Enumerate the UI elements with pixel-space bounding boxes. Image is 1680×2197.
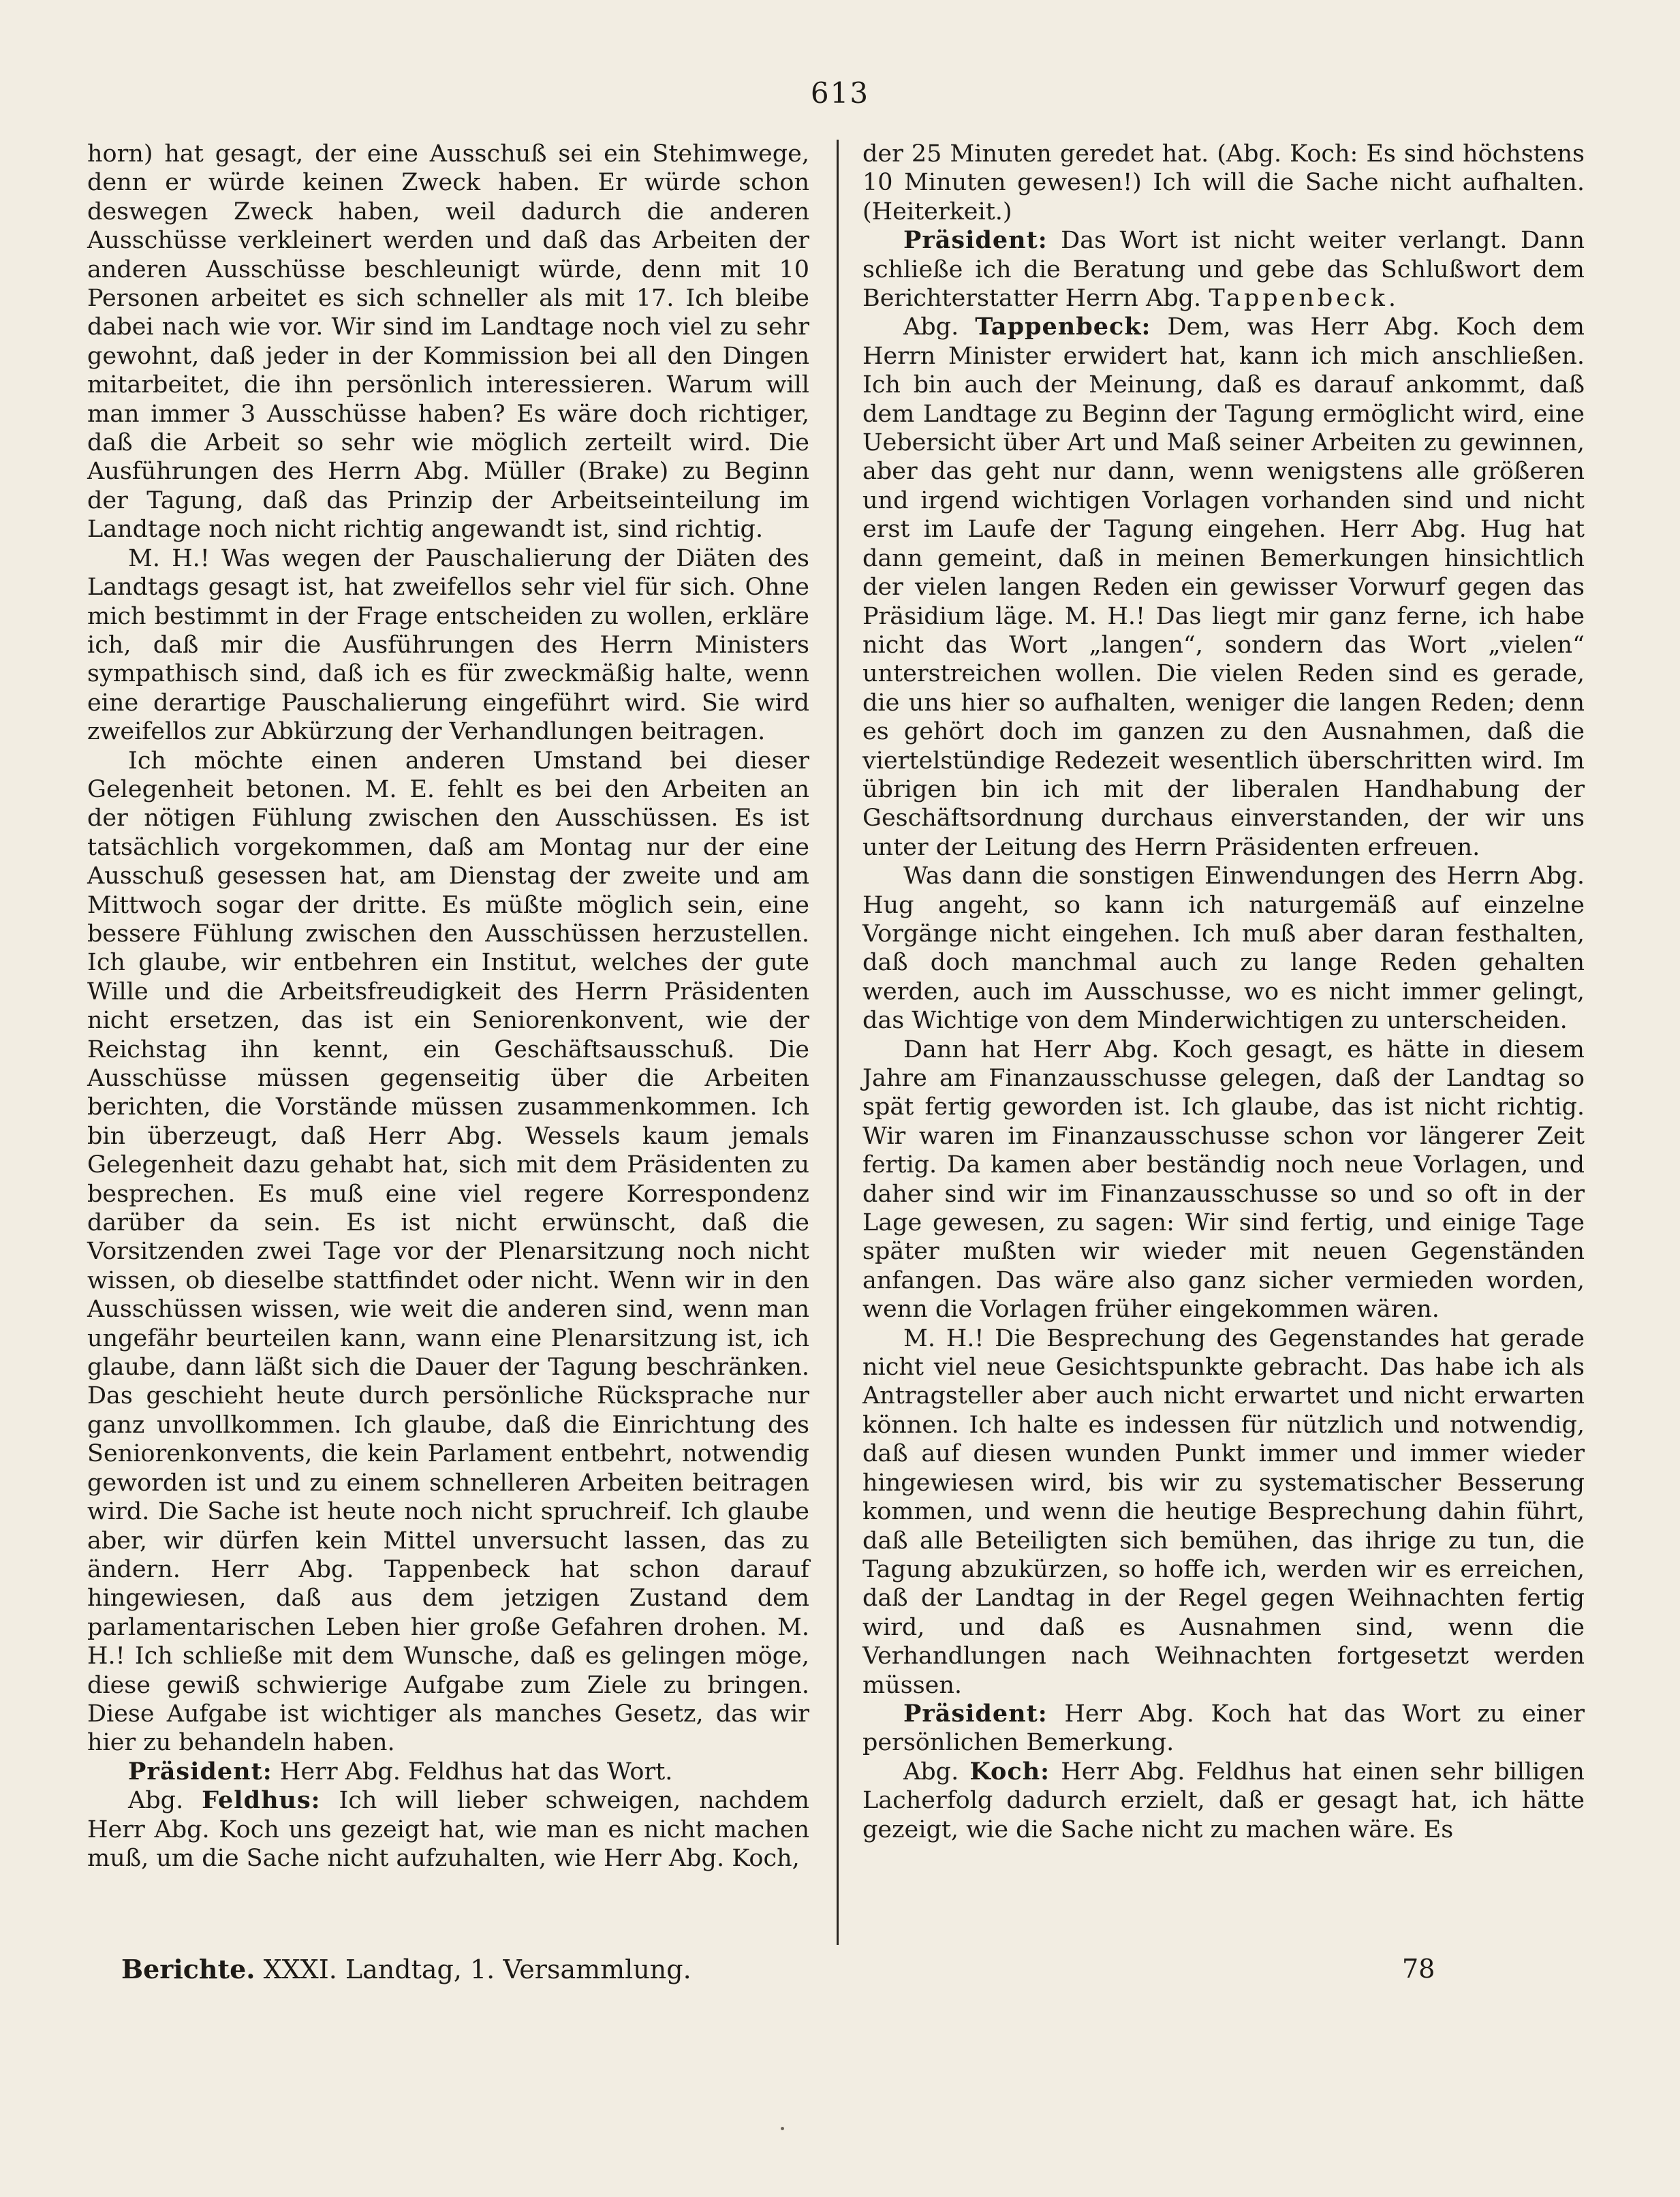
speaker-paragraph bbox=[87, 1758, 809, 1786]
speech-text: Herr Abg. Koch hat das Wort zu einer persönlichen Bemerkung. bbox=[862, 1700, 1585, 1757]
footer-signature: Berichte. bbox=[121, 1954, 255, 1984]
paragraph: M. H.! Die Besprechung des Gegenstandes hat gerade nicht viel neue Gesichtspunkte gebracht. Das habe ich als Antragsteller aber auch nicht erwartet und nicht erwarten können. Ich halte es indessen für nützlich und notwendig, daß auf diesen wunden Punkt immer und immer wieder hingewiesen wird, bis wir zu systematischer Besserung kommen, und wenn die heutige Besprechung dahin führt, daß alle Beteiligten sich bemühen, das ihrige zu tun, die Tagung abzukürzen, so hoffe ich, werden wir es erreichen, daß der Landtag in der Regel gegen Weihnachten fertig wird, und daß es Ausnahmen sind, wenn die Verhandlungen nach Weihnachten fortgesetzt werden müssen. bbox=[862, 1324, 1585, 1699]
speaker-name: Präsident: bbox=[903, 1699, 1048, 1728]
speaker-paragraph bbox=[862, 1758, 1585, 1844]
paragraph: horn) hat gesagt, der eine Ausschuß sei ein Stehimwege, denn er würde keinen Zweck haben. Er würde schon deswegen Zweck haben, weil dadurch die anderen Ausschüsse verkleinert werden und daß das Arbeiten der anderen Ausschüsse beschleunigt würde, denn mit 10 Personen arbeitet es sich schneller als mit 17. Ich bleibe dabei nach wie vor. Wir sind im Landtage noch viel zu sehr gewohnt, daß jeder in der Kommission bei all den Dingen mitarbeitet, die ihn persönlich interessieren. Warum will man immer 3 Ausschüsse haben? Es wäre doch richtiger, daß die Arbeit so sehr wie möglich zerteilt wird. Die Ausführungen des Herrn Abg. Müller (Brake) zu Beginn der Tagung, daß das Prinzip der Arbeitseinteilung im Landtage noch nicht richtig angewandt ist, sind richtig. bbox=[87, 140, 809, 544]
speaker-name: Tappenbeck: bbox=[975, 313, 1151, 341]
column-divider bbox=[837, 140, 839, 1945]
speech-text: Dem, was Herr Abg. Koch dem Herrn Minister erwidert hat, kann ich mich anschließen. Ich bin auch der Meinung, daß es darauf ankommt, daß dem Landtage zu Beginn der Tagung ermöglicht wird, eine Uebersicht über Art und Maß seiner Arbeiten zu gewinnen, aber das geht nur dann, wenn wenigstens alle größeren und irgend wichtigen Vorlagen vorhanden sind und nicht erst im Laufe der Tagung eingehen. Herr Abg. Hug hat dann gemeint, daß in meinen Bemerkungen hinsichtlich der vielen langen Reden ein gewisser Vorwurf gegen das Präsidium läge. M. H.! Das liegt mir ganz ferne, ich habe nicht das Wort „langen“, sondern das Wort „vielen“ unterstreichen wollen. Die vielen Reden sind es gerade, die uns hier so aufhalten, weniger die langen Reden; denn es gehört doch im ganzen zu den Ausnahmen, daß die viertelstündige Redezeit wesentlich überschritten wird. Im übrigen bin ich mit der liberalen Handhabung der Geschäftsordnung durchaus einverstanden, der wir uns unter der Leitung des Herrn Präsidenten erfreuen. bbox=[862, 313, 1585, 861]
speaker-paragraph bbox=[862, 313, 1585, 862]
paragraph: M. H.! Was wegen der Pauschalierung der Diäten des Landtags gesagt ist, hat zweifellos sehr viel für sich. Ohne mich bestimmt in der Frage entscheiden zu wollen, erkläre ich, daß mir die Ausführungen des Herrn Ministers sympathisch sind, daß ich es für zweckmäßig halte, wenn eine derartige Pauschalierung eingeführt wird. Sie wird zweifellos zur Abkürzung der Verhandlungen beitragen. bbox=[87, 544, 809, 746]
speaker-name: Präsident: bbox=[903, 226, 1048, 255]
speaker-paragraph bbox=[87, 1786, 809, 1873]
speech-text: Ich will lieber schweigen, nachdem Herr Abg. Koch uns gezeigt hat, wie man es nicht machen muß, um die Sache nicht aufzuhalten, wie Herr Abg. Koch, bbox=[87, 1787, 809, 1872]
speaker-name: Feldhus: bbox=[202, 1786, 321, 1815]
paragraph: Dann hat Herr Abg. Koch gesagt, es hätte in diesem Jahre am Finanzausschusse gelegen, daß der Landtag so spät fertig geworden ist. Ich glaube, das ist nicht richtig. Wir waren im Finanzausschusse schon vor längerer Zeit fertig. Da kamen aber beständig noch neue Vorlagen, und daher sind wir im Finanzausschusse so und so oft in der Lage gewesen, zu sagen: Wir sind fertig, und einige Tage später mußten wir wieder mit neuen Gegenständen anfangen. Das wäre also ganz sicher vermieden worden, wenn die Vorlagen früher eingekommen wären. bbox=[862, 1035, 1585, 1324]
page-number: 613 bbox=[810, 76, 870, 110]
speaker-prefix: Abg. bbox=[903, 313, 959, 341]
speaker-name: Präsident: bbox=[128, 1757, 273, 1786]
paragraph: Ich möchte einen anderen Umstand bei dieser Gelegenheit betonen. M. E. fehlt es bei den Arbeiten an der nötigen Fühlung zwischen den Ausschüssen. Es ist tatsächlich vorgekommen, daß am Montag nur der eine Ausschuß gesessen hat, am Dienstag der zweite und am Mittwoch sogar der dritte. Es müßte möglich sein, eine bessere Fühlung zwischen den Ausschüssen herzustellen. Ich glaube, wir entbehren ein Institut, welches der gute Wille und die Arbeitsfreudigkeit des Herrn Präsidenten nicht ersetzen, das ist ein Seniorenkonvent, wie der Reichstag ihn kennt, ein Geschäftsausschuß. Die Ausschüsse müssen gegenseitig über die Arbeiten berichten, die Vorstände müssen zusammenkommen. Ich bin überzeugt, daß Herr Abg. Wessels kaum jemals Gelegenheit dazu gehabt hat, sich mit dem Präsidenten zu besprechen. Es muß eine viel regere Korrespondenz darüber da sein. Es ist nicht erwünscht, daß die Vorsitzenden zwei Tage vor der Plenarsitzung noch nicht wissen, ob dieselbe stattfindet oder nicht. Wenn wir in den Ausschüssen wissen, wie weit die anderen sind, wenn man ungefähr beurteilen kann, wann eine Plenarsitzung ist, ich glaube, dann läßt sich die Dauer der Tagung beschränken. Das geschieht heute durch persönliche Rücksprache nur ganz unvollkommen. Ich glaube, daß die Einrichtung des Seniorenkonvents, die kein Parlament entbehrt, notwendig geworden ist und zu einem schnelleren Arbeiten beitragen wird. Die Sache ist heute noch nicht spruchreif. Ich glaube aber, wir dürfen kein Mittel unversucht lassen, das zu ändern. Herr Abg. Tappenbeck hat schon darauf hingewiesen, daß aus dem jetzigen Zustand dem parlamentarischen Leben hier große Gefahren drohen. M. H.! Ich schließe mit dem Wunsche, daß es gelingen möge, diese gewiß schwierige Aufgabe zum Ziele zu bringen. Diese Aufgabe ist wichtiger als manches Gesetz, das wir hier zu behandeln haben. bbox=[87, 747, 809, 1757]
footer-signature-line bbox=[121, 1954, 691, 1984]
left-column bbox=[87, 140, 809, 1873]
speaker-prefix: Abg. bbox=[903, 1758, 959, 1786]
paper-speck bbox=[781, 2127, 784, 2130]
speaker-paragraph bbox=[862, 226, 1585, 313]
paragraph: Was dann die sonstigen Einwendungen des Herrn Abg. Hug angeht, so kann ich naturgemäß auf einzelne Vorgänge nicht eingehen. Ich muß aber daran festhalten, daß doch manchmal auch zu lange Reden gehalten werden, auch im Ausschusse, wo es nicht immer gelingt, das Wichtige von dem Minderwichtigen zu unterscheiden. bbox=[862, 862, 1585, 1035]
speech-text: Herr Abg. Feldhus hat einen sehr billigen Lacherfolg dadurch erzielt, daß er gesagt hat, ich hätte gezeigt, wie die Sache nicht zu machen wäre. Es bbox=[862, 1758, 1585, 1843]
spaced-name: Tappenbeck. bbox=[1209, 285, 1399, 313]
speaker-prefix: Abg. bbox=[128, 1787, 184, 1815]
right-column bbox=[862, 140, 1585, 1844]
speech-text: Herr Abg. Feldhus hat das Wort. bbox=[279, 1758, 673, 1786]
speech-text: Das Wort ist nicht weiter verlangt. Dann schließe ich die Beratung und gebe das Schlußwort dem Berichterstatter Herrn Abg. bbox=[862, 227, 1585, 313]
speaker-paragraph bbox=[862, 1700, 1585, 1758]
footer-text: XXXI. Landtag, 1. Versammlung. bbox=[263, 1954, 691, 1984]
paragraph: der 25 Minuten geredet hat. (Abg. Koch: Es sind höchstens 10 Minuten gewesen!) Ich will die Sache nicht aufhalten. (Heiterkeit.) bbox=[862, 140, 1585, 225]
speaker-name: Koch: bbox=[969, 1757, 1051, 1786]
sheet-number: 78 bbox=[1402, 1954, 1435, 1984]
